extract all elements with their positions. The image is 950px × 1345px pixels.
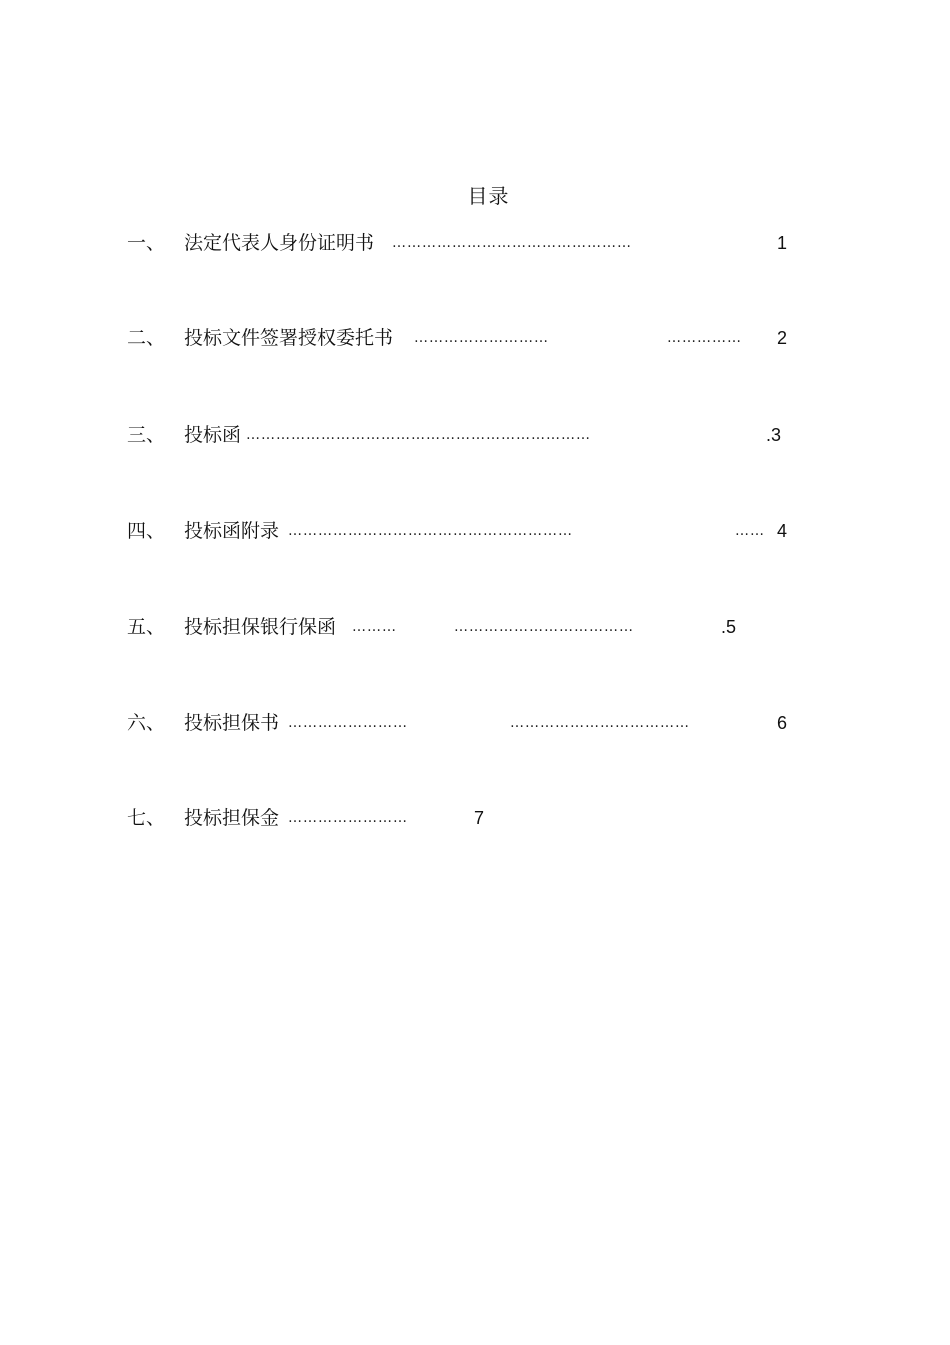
toc-entry [0, 612, 950, 642]
toc-leader-dots: …………… [667, 330, 742, 346]
toc-entry-page: 6 [777, 713, 788, 733]
toc-leader-dots: …………………………………………………………… [246, 427, 591, 443]
toc-entry-label: 法定代表人身份证明书 [184, 232, 375, 254]
toc-entry-page: .5 [721, 617, 737, 637]
toc-entry [0, 803, 950, 833]
toc-entry-number: 四、 [127, 520, 166, 542]
toc-entry-number: 六、 [127, 712, 166, 734]
toc-entry-label: 投标文件签署授权委托书 [184, 327, 394, 349]
toc-entry-number: 三、 [127, 424, 166, 446]
toc-entry-label: 投标担保银行保函 [184, 616, 337, 638]
toc-leader-dots: ……………………………… [454, 619, 634, 635]
toc-entry [0, 516, 950, 546]
toc-entry [0, 708, 950, 738]
toc-leader-dots: …………………… [288, 715, 408, 731]
toc-entry [0, 228, 950, 258]
toc-leader-dots: ………………………………………………… [288, 523, 573, 539]
toc-entry-label: 投标函附录 [184, 520, 280, 542]
toc-leader-dots: …… [735, 523, 765, 539]
toc-entry [0, 420, 950, 450]
toc-leader-dots: ……………………………… [510, 715, 690, 731]
toc-entry-number: 七、 [127, 807, 166, 829]
toc-entry-number: 一、 [127, 232, 166, 254]
toc-entry-label: 投标函 [184, 424, 242, 446]
toc-entry-page: 7 [474, 808, 485, 828]
toc-leader-dots: ………………………………………… [392, 235, 632, 251]
toc-entry-label: 投标担保书 [184, 712, 280, 734]
toc-entry-page: 4 [777, 521, 788, 541]
toc-title: 目录 [467, 184, 510, 208]
toc-entry-page: 2 [777, 328, 788, 348]
toc-leader-dots: ……… [352, 619, 397, 635]
toc-entry [0, 323, 950, 353]
toc-entry-page: .3 [766, 425, 782, 445]
toc-entry-label: 投标担保金 [184, 807, 280, 829]
toc-leader-dots: …………………… [288, 810, 408, 826]
toc-entry-number: 五、 [127, 616, 166, 638]
toc-leader-dots: ……………………… [414, 330, 549, 346]
toc-entry-number: 二、 [127, 327, 166, 349]
toc-entry-page: 1 [777, 233, 788, 253]
